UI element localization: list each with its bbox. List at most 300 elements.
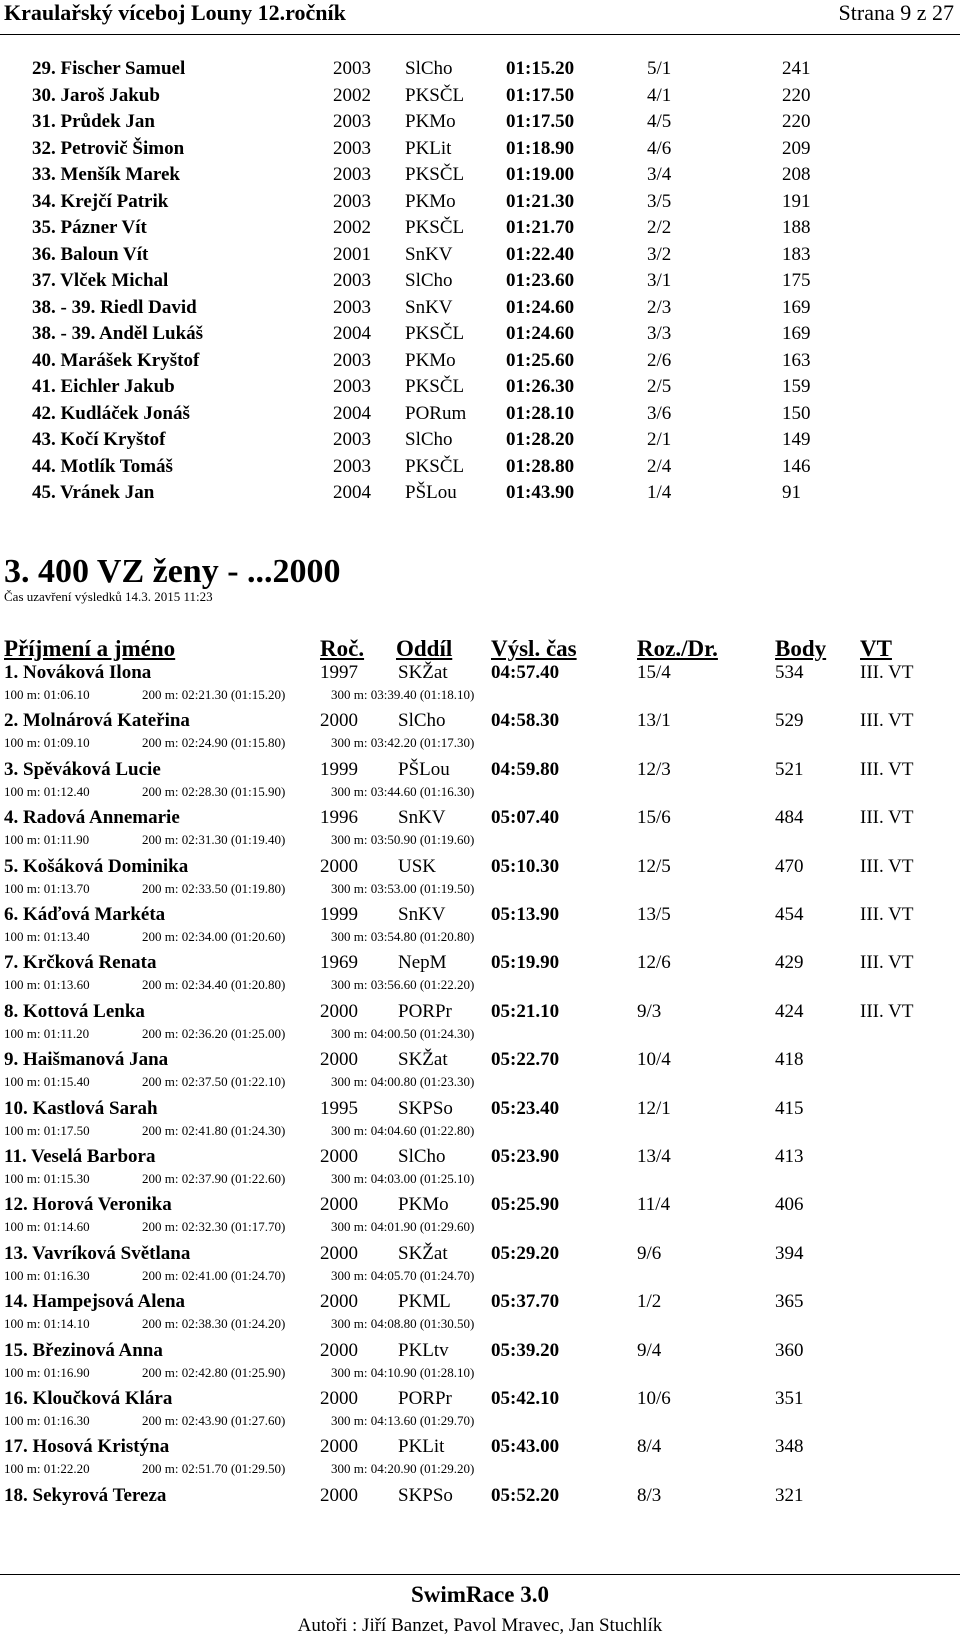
result-time: 01:17.50	[506, 84, 575, 106]
club: PKSČL	[405, 164, 465, 185]
split-300m: 300 m: 04:08.80 (01:30.50)	[331, 1316, 475, 1332]
birth-year: 2003	[333, 137, 371, 159]
column-header-year: Roč.	[320, 636, 365, 661]
birth-year: 2000	[320, 1242, 358, 1264]
points: 470	[775, 855, 804, 877]
heat-lane: 9/6	[637, 1242, 662, 1264]
split-200m: 200 m: 02:36.20 (01:25.00)	[142, 1025, 286, 1041]
result-time: 05:22.70	[491, 1049, 560, 1071]
birth-year: 2000	[320, 1484, 358, 1506]
birth-year: 2004	[333, 323, 371, 344]
table-row	[0, 950, 960, 978]
club: PŠLou	[405, 482, 457, 503]
split-300m: 300 m: 04:00.80 (01:23.30)	[331, 1074, 475, 1090]
performance-class: III. VT	[860, 1000, 914, 1022]
split-200m: 200 m: 02:21.30 (01:15.20)	[142, 687, 286, 702]
heat-lane: 1/2	[637, 1291, 662, 1313]
points: 351	[775, 1388, 804, 1409]
club: SlCho	[398, 1146, 446, 1167]
table-row	[0, 295, 960, 323]
split-100m: 100 m: 01:15.40	[4, 1074, 90, 1090]
birth-year: 2003	[333, 376, 371, 397]
result-time: 01:28.20	[506, 429, 575, 450]
split-100m: 100 m: 01:13.60	[4, 977, 90, 993]
result-time: 01:43.90	[506, 482, 575, 503]
heat-lane: 3/3	[647, 323, 672, 344]
birth-year: 2000	[320, 1000, 358, 1022]
result-time: 05:13.90	[491, 904, 560, 925]
table-row	[0, 401, 960, 429]
split-100m: 100 m: 01:17.50	[4, 1122, 90, 1138]
result-time: 05:19.90	[491, 952, 560, 974]
birth-year: 1999	[320, 758, 358, 780]
points: 146	[782, 455, 811, 477]
result-time: 01:26.30	[506, 376, 575, 397]
heat-lane: 13/5	[637, 904, 671, 925]
swimmer-name: 36. Baloun Vít	[32, 243, 149, 265]
table-row	[0, 1386, 960, 1414]
swimmer-name: 16. Kloučková Klára	[4, 1388, 173, 1409]
table-row	[0, 757, 960, 785]
table-row	[0, 902, 960, 930]
table-row	[0, 660, 960, 688]
swimmer-name: 38. - 39. Anděl Lukáš	[32, 323, 204, 344]
heat-lane: 3/6	[647, 402, 672, 424]
footer-app-name: SwimRace 3.0	[411, 1582, 549, 1607]
table-row	[0, 454, 960, 482]
swimmer-name: 2. Molnárová Kateřina	[4, 710, 190, 732]
heat-lane: 15/6	[637, 807, 671, 829]
club: PŠLou	[398, 758, 450, 780]
club: SKŽat	[398, 1049, 448, 1071]
club: SlCho	[405, 58, 453, 79]
points: 321	[775, 1484, 804, 1506]
birth-year: 2000	[320, 1436, 358, 1458]
split-200m: 200 m: 02:41.00 (01:24.70)	[142, 1267, 286, 1283]
heat-lane: 8/4	[637, 1436, 662, 1458]
split-100m: 100 m: 01:11.20	[4, 1025, 90, 1041]
birth-year: 2004	[333, 482, 371, 503]
footer-authors: Autoři : Jiří Banzet, Pavol Mravec, Jan Stuchlík	[297, 1615, 663, 1636]
result-time: 01:25.60	[506, 349, 575, 371]
club: PKSČL	[405, 376, 465, 397]
result-time: 05:37.70	[491, 1291, 560, 1313]
split-100m: 100 m: 01:06.10	[4, 687, 90, 702]
club: SnKV	[398, 904, 446, 925]
split-100m: 100 m: 01:16.30	[4, 1267, 90, 1283]
club: PORPr	[398, 1000, 452, 1022]
birth-year: 2003	[333, 111, 371, 132]
result-time: 05:43.00	[491, 1436, 560, 1458]
column-header-name: Příjmení a jméno	[4, 636, 176, 661]
result-time: 05:23.40	[491, 1097, 560, 1119]
points: 183	[782, 243, 811, 265]
split-200m: 200 m: 02:38.30 (01:24.20)	[142, 1316, 286, 1332]
split-300m: 300 m: 03:50.90 (01:19.60)	[331, 832, 475, 848]
table-row	[0, 854, 960, 882]
heat-lane: 4/5	[647, 111, 672, 132]
result-time: 05:23.90	[491, 1146, 560, 1167]
split-300m: 300 m: 03:42.20 (01:17.30)	[331, 735, 475, 751]
birth-year: 2000	[320, 1291, 358, 1313]
heat-lane: 2/1	[647, 429, 672, 450]
points: 394	[775, 1242, 804, 1264]
split-200m: 200 m: 02:32.30 (01:17.70)	[142, 1219, 286, 1235]
birth-year: 2004	[333, 402, 371, 424]
points: 415	[775, 1097, 804, 1119]
split-200m: 200 m: 02:24.90 (01:15.80)	[142, 735, 286, 751]
column-header-time: Výsl. čas	[491, 636, 577, 661]
result-time: 01:21.30	[506, 190, 575, 212]
split-100m: 100 m: 01:14.10	[4, 1316, 90, 1332]
result-time: 01:15.20	[506, 58, 575, 79]
birth-year: 2002	[333, 217, 371, 238]
club: PKSČL	[405, 84, 465, 106]
table-row	[0, 215, 960, 243]
club: PKMo	[405, 111, 456, 132]
club: PORum	[405, 402, 467, 424]
split-100m: 100 m: 01:14.60	[4, 1219, 90, 1235]
club: PKLit	[398, 1436, 445, 1458]
points: 424	[775, 1000, 804, 1022]
points: 91	[782, 482, 801, 503]
swimmer-name: 43. Kočí Kryštof	[32, 429, 166, 450]
table-row	[0, 189, 960, 217]
results-closed-time: Čas uzavření výsledků 14.3. 2015 11:23	[4, 589, 213, 604]
points: 365	[775, 1291, 804, 1313]
heat-lane: 2/4	[647, 455, 672, 477]
split-300m: 300 m: 04:01.90 (01:29.60)	[331, 1219, 475, 1235]
swimmer-name: 13. Vavríková Světlana	[4, 1242, 191, 1264]
birth-year: 1995	[320, 1097, 358, 1119]
split-100m: 100 m: 01:12.40	[4, 783, 90, 799]
club: SnKV	[405, 243, 453, 265]
table-row	[0, 1434, 960, 1462]
split-200m: 200 m: 02:42.80 (01:25.90)	[142, 1364, 286, 1380]
swimmer-name: 14. Hampejsová Alena	[4, 1291, 186, 1313]
birth-year: 2000	[320, 1388, 358, 1409]
split-200m: 200 m: 02:41.80 (01:24.30)	[142, 1122, 286, 1138]
points: 534	[775, 662, 804, 683]
table-row	[0, 83, 960, 111]
points: 429	[775, 952, 804, 974]
heat-lane: 12/6	[637, 952, 671, 974]
points: 241	[782, 58, 811, 79]
heat-lane: 4/1	[647, 84, 672, 106]
points: 159	[782, 376, 811, 397]
split-300m: 300 m: 04:05.70 (01:24.70)	[331, 1267, 475, 1283]
heat-lane: 10/4	[637, 1049, 671, 1071]
performance-class: III. VT	[860, 710, 914, 732]
result-time: 05:39.20	[491, 1339, 560, 1361]
birth-year: 2003	[333, 296, 371, 318]
points: 454	[775, 904, 804, 925]
heat-lane: 8/3	[637, 1484, 662, 1506]
club: NepM	[398, 952, 447, 974]
split-200m: 200 m: 02:34.00 (01:20.60)	[142, 929, 286, 944]
performance-class: III. VT	[860, 807, 914, 829]
split-300m: 300 m: 04:00.50 (01:24.30)	[331, 1025, 475, 1041]
points: 208	[782, 164, 811, 185]
result-time: 04:57.40	[491, 662, 560, 683]
split-100m: 100 m: 01:09.10	[4, 735, 90, 751]
club: PKLtv	[398, 1339, 449, 1361]
club: SKŽat	[398, 662, 448, 683]
birth-year: 1969	[320, 952, 358, 974]
column-header-club: Oddíl	[396, 636, 453, 661]
result-time: 01:23.60	[506, 270, 575, 291]
swimmer-name: 5. Košáková Dominika	[4, 855, 189, 877]
birth-year: 2003	[333, 190, 371, 212]
table-row	[0, 1289, 960, 1317]
split-200m: 200 m: 02:51.70 (01:29.50)	[142, 1461, 286, 1477]
result-time: 01:28.80	[506, 455, 575, 477]
heat-lane: 11/4	[637, 1194, 671, 1216]
result-time: 05:21.10	[491, 1000, 560, 1022]
birth-year: 2001	[333, 243, 371, 265]
birth-year: 2003	[333, 164, 371, 185]
points: 220	[782, 84, 811, 106]
result-time: 05:42.10	[491, 1388, 560, 1409]
swimmer-name: 44. Motlík Tomáš	[32, 455, 173, 477]
points: 521	[775, 758, 804, 780]
result-time: 01:24.60	[506, 323, 575, 344]
split-200m: 200 m: 02:43.90 (01:27.60)	[142, 1413, 286, 1428]
split-100m: 100 m: 01:15.30	[4, 1171, 90, 1186]
split-300m: 300 m: 04:03.00 (01:25.10)	[331, 1171, 475, 1186]
result-time: 04:59.80	[491, 758, 560, 780]
points: 163	[782, 349, 811, 371]
result-time: 01:18.90	[506, 137, 575, 159]
document-title: Kraulařský víceboj Louny 12.ročník	[4, 0, 346, 25]
heat-lane: 2/2	[647, 217, 672, 238]
swimmer-name: 12. Horová Veronika	[4, 1194, 172, 1216]
split-200m: 200 m: 02:37.50 (01:22.10)	[142, 1074, 286, 1090]
table-row	[0, 427, 960, 455]
club: PKSČL	[405, 455, 465, 477]
swimmer-name: 40. Marášek Kryštof	[32, 349, 200, 371]
swimmer-name: 9. Haišmanová Jana	[4, 1049, 169, 1071]
club: SlCho	[405, 429, 453, 450]
performance-class: III. VT	[860, 904, 914, 925]
club: PKML	[398, 1291, 451, 1313]
heat-lane: 3/5	[647, 190, 672, 212]
swimmer-name: 35. Pázner Vít	[32, 217, 147, 238]
heat-lane: 2/5	[647, 376, 672, 397]
birth-year: 2003	[333, 429, 371, 450]
heat-lane: 4/6	[647, 137, 672, 159]
split-100m: 100 m: 01:16.30	[4, 1413, 90, 1428]
club: SnKV	[405, 296, 453, 318]
birth-year: 2000	[320, 710, 358, 732]
swimmer-name: 31. Průdek Jan	[32, 111, 155, 132]
birth-year: 2000	[320, 1049, 358, 1071]
performance-class: III. VT	[860, 855, 914, 877]
heat-lane: 3/4	[647, 164, 672, 185]
split-300m: 300 m: 04:20.90 (01:29.20)	[331, 1461, 475, 1477]
heat-lane: 12/1	[637, 1097, 671, 1119]
points: 529	[775, 710, 804, 732]
heat-lane: 13/1	[637, 710, 671, 732]
footer-divider	[0, 1574, 960, 1575]
points: 406	[775, 1194, 804, 1216]
column-header-roz: Roz./Dr.	[637, 636, 718, 661]
club: SlCho	[398, 710, 446, 732]
table-row	[0, 136, 960, 164]
birth-year: 2000	[320, 1339, 358, 1361]
swimmer-name: 7. Krčková Renata	[4, 952, 157, 974]
birth-year: 1999	[320, 904, 358, 925]
split-300m: 300 m: 03:53.00 (01:19.50)	[331, 880, 475, 896]
points: 484	[775, 807, 804, 829]
result-time: 05:25.90	[491, 1194, 560, 1216]
split-200m: 200 m: 02:34.40 (01:20.80)	[142, 977, 286, 993]
swimmer-name: 34. Krejčí Patrik	[32, 190, 169, 212]
section-title: 3. 400 VZ ženy - ...2000	[4, 553, 341, 590]
points: 188	[782, 217, 811, 238]
birth-year: 2003	[333, 455, 371, 477]
split-300m: 300 m: 04:04.60 (01:22.80)	[331, 1122, 475, 1138]
club: PKSČL	[405, 323, 465, 344]
swimmer-name: 1. Nováková Ilona	[4, 662, 152, 683]
split-200m: 200 m: 02:33.50 (01:19.80)	[142, 880, 286, 896]
split-100m: 100 m: 01:13.40	[4, 929, 90, 944]
club: SKŽat	[398, 1242, 448, 1264]
table-row	[0, 1241, 960, 1269]
birth-year: 2000	[320, 855, 358, 877]
result-time: 01:21.70	[506, 217, 575, 238]
result-time: 01:19.00	[506, 164, 575, 185]
split-100m: 100 m: 01:11.90	[4, 832, 90, 848]
heat-lane: 2/3	[647, 296, 672, 318]
swimmer-name: 37. Vlček Michal	[32, 270, 169, 291]
split-300m: 300 m: 03:54.80 (01:20.80)	[331, 929, 475, 944]
table-row	[0, 321, 960, 349]
points: 220	[782, 111, 811, 132]
heat-lane: 13/4	[637, 1146, 671, 1167]
heat-lane: 1/4	[647, 482, 672, 503]
heat-lane: 12/3	[637, 758, 671, 780]
points: 191	[782, 190, 811, 212]
swimmer-name: 17. Hosová Kristýna	[4, 1436, 170, 1458]
birth-year: 2003	[333, 58, 371, 79]
page-number: Strana 9 z 27	[838, 0, 954, 25]
heat-lane: 5/1	[647, 58, 672, 79]
split-300m: 300 m: 03:39.40 (01:18.10)	[331, 687, 475, 702]
swimmer-name: 6. Káďová Markéta	[4, 904, 166, 925]
birth-year: 2003	[333, 349, 371, 371]
table-row	[0, 1192, 960, 1220]
table-row	[0, 162, 960, 190]
split-300m: 300 m: 03:56.60 (01:22.20)	[331, 977, 475, 993]
swimmer-name: 11. Veselá Barbora	[4, 1146, 156, 1167]
table-row	[0, 1096, 960, 1124]
swimmer-name: 41. Eichler Jakub	[32, 376, 175, 397]
club: PKLit	[405, 137, 452, 159]
split-100m: 100 m: 01:16.90	[4, 1364, 90, 1380]
swimmer-name: 8. Kottová Lenka	[4, 1000, 145, 1022]
points: 413	[775, 1146, 804, 1167]
club: PKMo	[398, 1194, 449, 1216]
split-300m: 300 m: 03:44.60 (01:16.30)	[331, 783, 475, 799]
table-row	[0, 1144, 960, 1172]
heat-lane: 10/6	[637, 1388, 671, 1409]
split-100m: 100 m: 01:22.20	[4, 1461, 90, 1477]
table-row	[0, 374, 960, 402]
result-time: 05:07.40	[491, 807, 560, 829]
birth-year: 1997	[320, 662, 358, 683]
result-time: 05:29.20	[491, 1242, 560, 1264]
split-100m: 100 m: 01:13.70	[4, 880, 90, 896]
result-time: 01:17.50	[506, 111, 575, 132]
swimmer-name: 10. Kastlová Sarah	[4, 1097, 158, 1119]
heat-lane: 2/6	[647, 349, 672, 371]
result-time: 05:52.20	[491, 1484, 560, 1506]
club: SKPSo	[398, 1484, 453, 1506]
heat-lane: 9/4	[637, 1339, 662, 1361]
points: 149	[782, 429, 811, 450]
heat-lane: 12/5	[637, 855, 671, 877]
table-row	[0, 348, 960, 376]
club: PKMo	[405, 190, 456, 212]
result-time: 01:22.40	[506, 243, 575, 265]
points: 348	[775, 1436, 804, 1458]
table-row	[0, 1338, 960, 1366]
points: 169	[782, 296, 811, 318]
table-row	[0, 805, 960, 833]
table-row	[0, 268, 960, 296]
table-row	[0, 56, 960, 84]
club: SKPSo	[398, 1097, 453, 1119]
table-row	[0, 242, 960, 270]
swimmer-name: 45. Vránek Jan	[32, 482, 155, 503]
table-row	[0, 480, 960, 508]
club: SnKV	[398, 807, 446, 829]
swimmer-name: 33. Menšík Marek	[32, 164, 180, 185]
club: PORPr	[398, 1388, 452, 1409]
birth-year: 2003	[333, 270, 371, 291]
table-row	[0, 1483, 960, 1511]
heat-lane: 3/2	[647, 243, 672, 265]
column-header-vt: VT	[860, 636, 892, 661]
points: 360	[775, 1339, 804, 1361]
swimmer-name: 4. Radová Annemarie	[4, 807, 180, 829]
birth-year: 2000	[320, 1146, 358, 1167]
birth-year: 2002	[333, 84, 371, 106]
result-time: 05:10.30	[491, 855, 560, 877]
header-divider	[0, 34, 960, 35]
points: 209	[782, 137, 811, 159]
points: 175	[782, 270, 811, 291]
swimmer-name: 15. Březinová Anna	[4, 1339, 163, 1361]
heat-lane: 9/3	[637, 1000, 662, 1022]
points: 169	[782, 323, 811, 344]
split-300m: 300 m: 04:10.90 (01:28.10)	[331, 1364, 475, 1380]
result-time: 01:24.60	[506, 296, 575, 318]
table-row	[0, 109, 960, 137]
table-row	[0, 999, 960, 1027]
points: 150	[782, 402, 811, 424]
split-200m: 200 m: 02:28.30 (01:15.90)	[142, 783, 286, 799]
club: SlCho	[405, 270, 453, 291]
club: PKMo	[405, 349, 456, 371]
birth-year: 1996	[320, 807, 358, 829]
swimmer-name: 3. Spěváková Lucie	[4, 758, 161, 780]
birth-year: 2000	[320, 1194, 358, 1216]
result-time: 01:28.10	[506, 402, 575, 424]
club: USK	[398, 855, 437, 877]
heat-lane: 15/4	[637, 662, 671, 683]
